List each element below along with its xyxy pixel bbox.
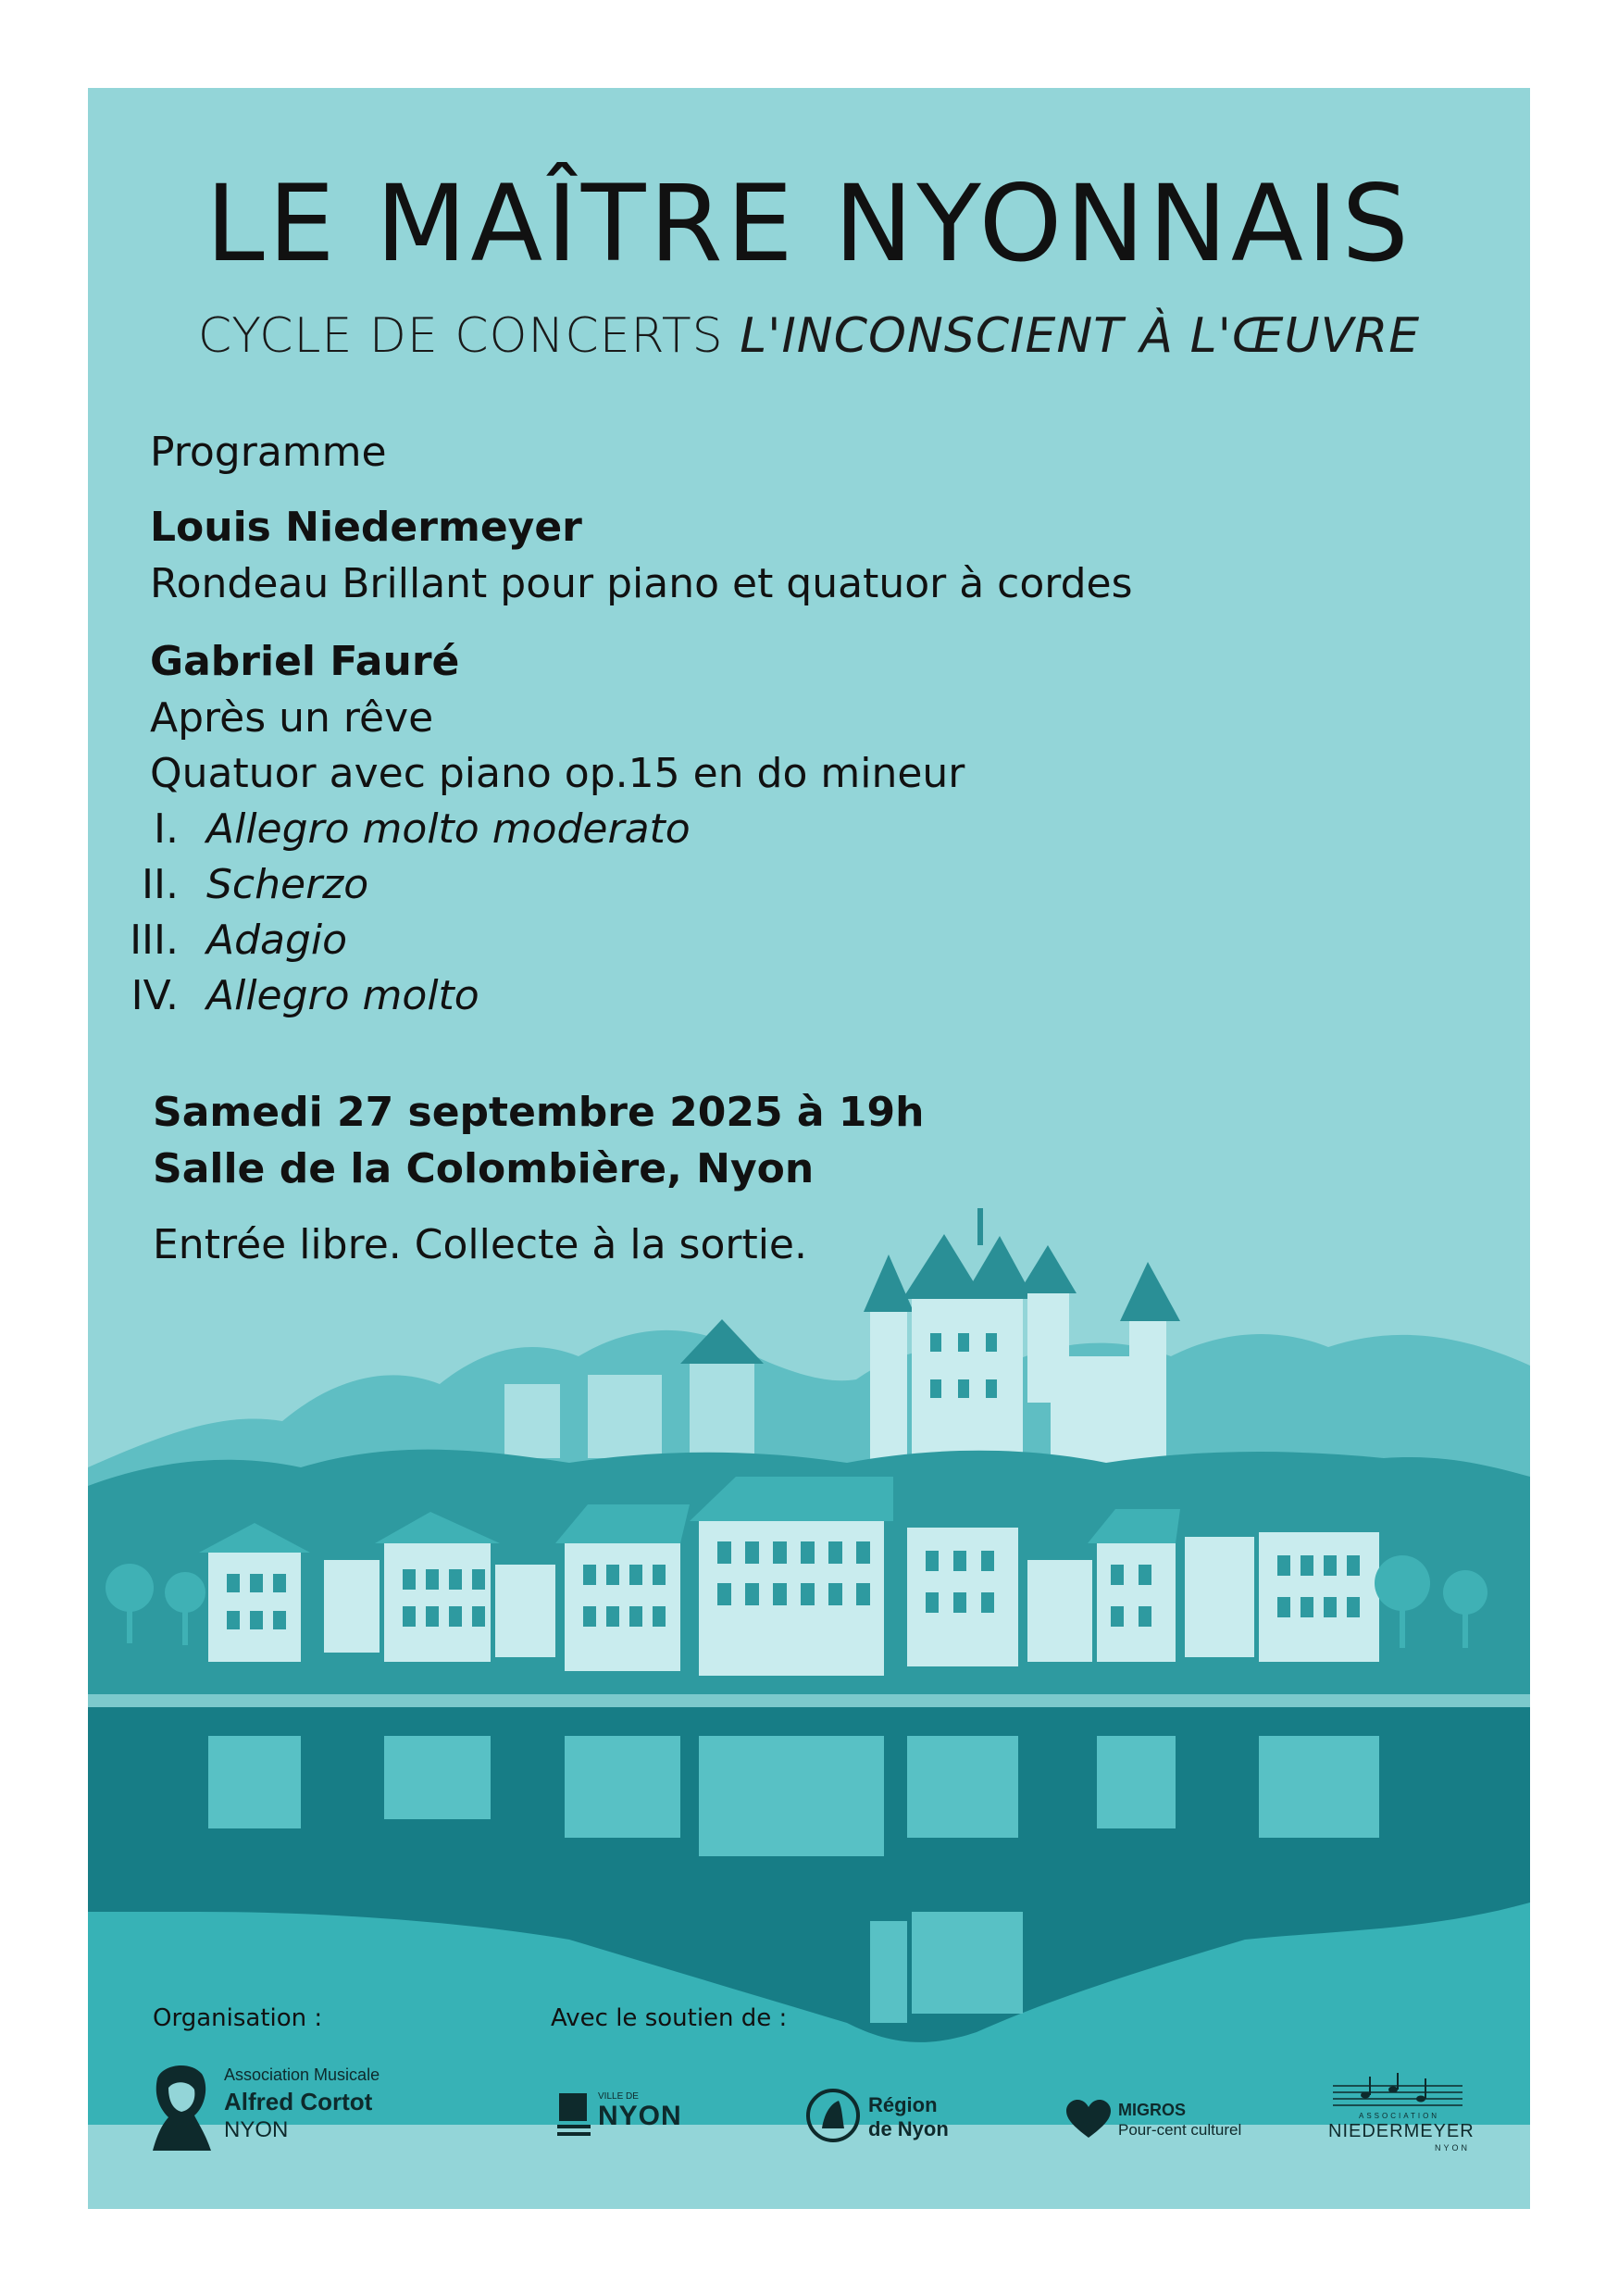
region-line2: de Nyon [868,2117,949,2140]
movement-title: Allegro molto [206,972,479,1019]
cortot-line1: Association Musicale [224,2065,380,2084]
ville-small: VILLE DE [598,2091,639,2102]
migros-line2: Pour-cent culturel [1118,2121,1242,2139]
movement-title: Scherzo [206,861,369,908]
subtitle-prefix: CYCLE DE CONCERTS [197,308,724,364]
movement-number: I. [154,805,179,853]
work-title: Après un rêve [150,694,434,742]
movement-item [88,861,368,908]
movement-number: IV. [131,972,179,1019]
event-venue: Salle de la Colombière, Nyon [153,1145,815,1192]
programme-label: Programme [150,429,387,476]
movement-title: Adagio [206,917,348,964]
region-de-nyon-logo [805,2088,963,2152]
movement-item [88,805,691,853]
cortot-line3: NYON [224,2117,289,2142]
nyon-town-illustration [88,1199,1530,2125]
ville-de-nyon-logo [555,2090,703,2154]
poster [88,88,1530,2209]
region-line1: Région [868,2093,938,2116]
organisation-label: Organisation : [153,2004,323,2032]
composer-name: Louis Niedermeyer [150,504,582,551]
migros-line1: MIGROS [1118,2101,1187,2119]
music-staff-icon [1328,2067,1467,2114]
ville-big: NYON [598,2101,682,2131]
movement-item [88,917,347,964]
movement-item [88,972,479,1019]
cortot-portrait-icon [148,2060,213,2152]
support-label: Avec le soutien de : [551,2004,788,2032]
subtitle-italic: L'INCONSCIENT À L'ŒUVRE [740,308,1421,364]
poster-title: LE MAÎTRE NYONNAIS [205,162,1413,285]
quay [88,1694,1530,1707]
movement-number: II. [142,861,179,908]
movement-title: Allegro molto moderato [206,805,691,853]
movement-number: III. [130,917,179,964]
event-date: Samedi 27 septembre 2025 à 19h [153,1089,925,1136]
heart-icon [1064,2099,1113,2140]
composer-name: Gabriel Fauré [150,638,460,685]
nied-big: NIEDERMEYER [1328,2121,1475,2141]
cortot-line2: Alfred Cortot [224,2088,373,2115]
work-title: Quatuor avec piano op.15 en do mineur [150,750,965,797]
region-emblem-icon [805,2088,861,2143]
alfred-cortot-logo [148,2060,398,2162]
nied-sub: NYON [1435,2143,1471,2152]
poster-subtitle [88,308,1530,364]
work-title: Rondeau Brillant pour piano et quatuor à cordes [150,560,1133,607]
nied-small: ASSOCIATION [1359,2112,1440,2120]
nyon-emblem-icon [555,2090,592,2145]
event-entry: Entrée libre. Collecte à la sortie. [153,1221,807,1268]
migros-logo [1064,2099,1277,2145]
niedermeyer-logo [1324,2067,1481,2160]
